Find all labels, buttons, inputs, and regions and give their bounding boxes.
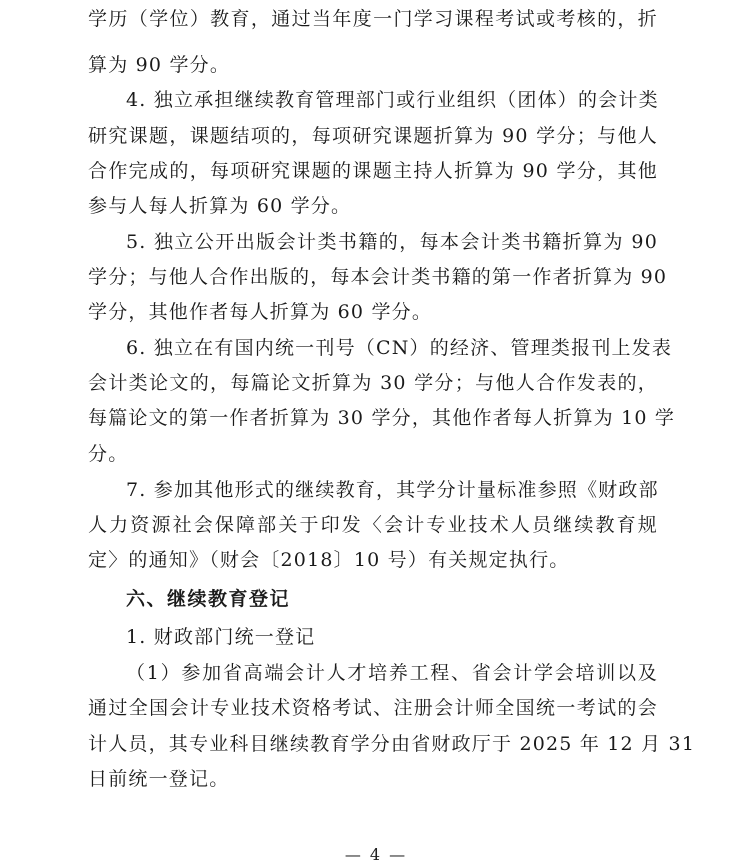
paragraph-line: 会计类论文的，每篇论文折算为 30 学分；与他人合作发表的， [88,372,658,394]
paragraph-line: 4. 独立承担继续教育管理部门或行业组织（团体）的会计类 [126,89,659,111]
page-number: — 4 — [344,845,408,864]
paragraph-line: 计人员，其专业科目继续教育学分由省财政厅于 2025 年 12 月 31 [88,733,696,755]
paragraph-line: 研究课题，课题结项的，每项研究课题折算为 90 学分；与他人 [88,125,658,147]
paragraph-line: 学分；与他人合作出版的，每本会计类书籍的第一作者折算为 90 [88,266,668,288]
subsection-heading: 1. 财政部门统一登记 [126,626,316,648]
section-heading: 六、继续教育登记 [126,588,291,610]
paragraph-line: 学历（学位）教育，通过当年度一门学习课程考试或考核的，折 [88,8,658,30]
paragraph-line: 分。 [88,443,129,465]
paragraph-line: 5. 独立公开出版会计类书籍的，每本会计类书籍折算为 90 [126,231,658,253]
paragraph-line: 每篇论文的第一作者折算为 30 学分，其他作者每人折算为 10 学 [88,407,676,429]
paragraph-line: 算为 90 学分。 [88,54,231,76]
paragraph-line: 通过全国会计专业技术资格考试、注册会计师全国统一考试的会 [88,697,658,719]
paragraph-line: 定〉的通知》（财会〔2018〕10 号）有关规定执行。 [88,549,570,571]
paragraph-line: 日前统一登记。 [88,768,230,790]
paragraph-line: 6. 独立在有国内统一刊号（CN）的经济、管理类报刊上发表 [126,337,673,359]
paragraph-line: 合作完成的，每项研究课题的课题主持人折算为 90 学分，其他 [88,160,658,182]
paragraph-line: 参与人每人折算为 60 学分。 [88,195,352,217]
paragraph-line: 人力资源社会保障部关于印发〈会计专业技术人员继续教育规 [88,514,658,536]
paragraph-line: 学分，其他作者每人折算为 60 学分。 [88,301,433,323]
paragraph-line: 7. 参加其他形式的继续教育，其学分计量标准参照《财政部 [126,479,659,501]
paragraph-line: （1）参加省高端会计人才培养工程、省会计学会培训以及 [126,662,658,684]
